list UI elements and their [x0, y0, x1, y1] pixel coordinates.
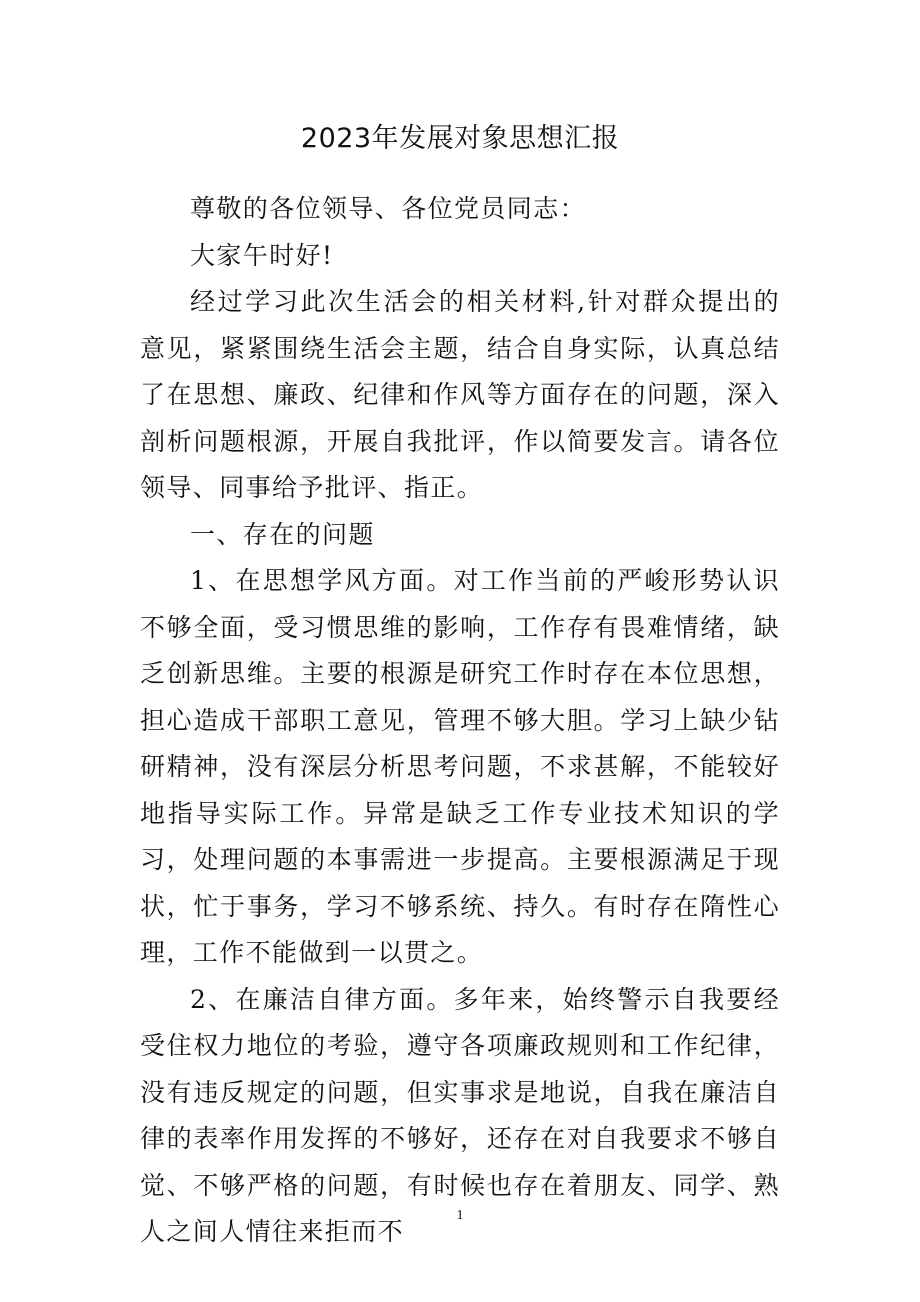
salutation: 尊敬的各位领导、各位党员同志： — [190, 194, 587, 223]
page-number: 1 — [456, 1208, 464, 1223]
greeting: 大家午时好! — [190, 240, 334, 270]
section-heading: 一、存在的问题 — [190, 519, 375, 549]
document-title: 2023年发展对象思想汇报 — [300, 123, 620, 154]
document-body — [140, 156, 780, 1256]
paragraph-item-2: 2、在廉洁自律方面。多年来，始终警示自我要经受住权力地位的考验，遵守各项廉政规则和工作纪律，没有违反规定的问题，但实事求是地说，自我在廉洁自律的表率作用发挥的不够好，还存在对自我要求不够自觉、不够严格的问题，有时候也存在着朋友、同学、熟人之间人情往来拒而不 — [140, 984, 780, 1246]
paragraph-item-1: 1、在思想学风方面。对工作当前的严峻形势认识不够全面，受习惯思维的影响，工作存有畏难情绪，缺乏创新思维。主要的根源是研究工作时存在本位思想，担心造成干部职工意见，管理不够大胆。学习上缺少钻研精神，没有深层分析思考问题，不求甚解，不能较好地指导实际工作。异常是缺乏工作专业技术知识的学习，处理问题的本事需进一步提高。主要根源满足于现状，忙于事务，学习不够系统、持久。有时存在隋性心理，工作不能做到一以贯之。 — [140, 566, 780, 967]
paragraph-intro: 经过学习此次生活会的相关材料,针对群众提出的意见，紧紧围绕生活会主题，结合自身实际，认真总结了在思想、廉政、纪律和作风等方面存在的问题，深入剖析问题根源，开展自我批评，作以简要发言。请各位领导、同事给予批评、指正。 — [140, 287, 780, 502]
